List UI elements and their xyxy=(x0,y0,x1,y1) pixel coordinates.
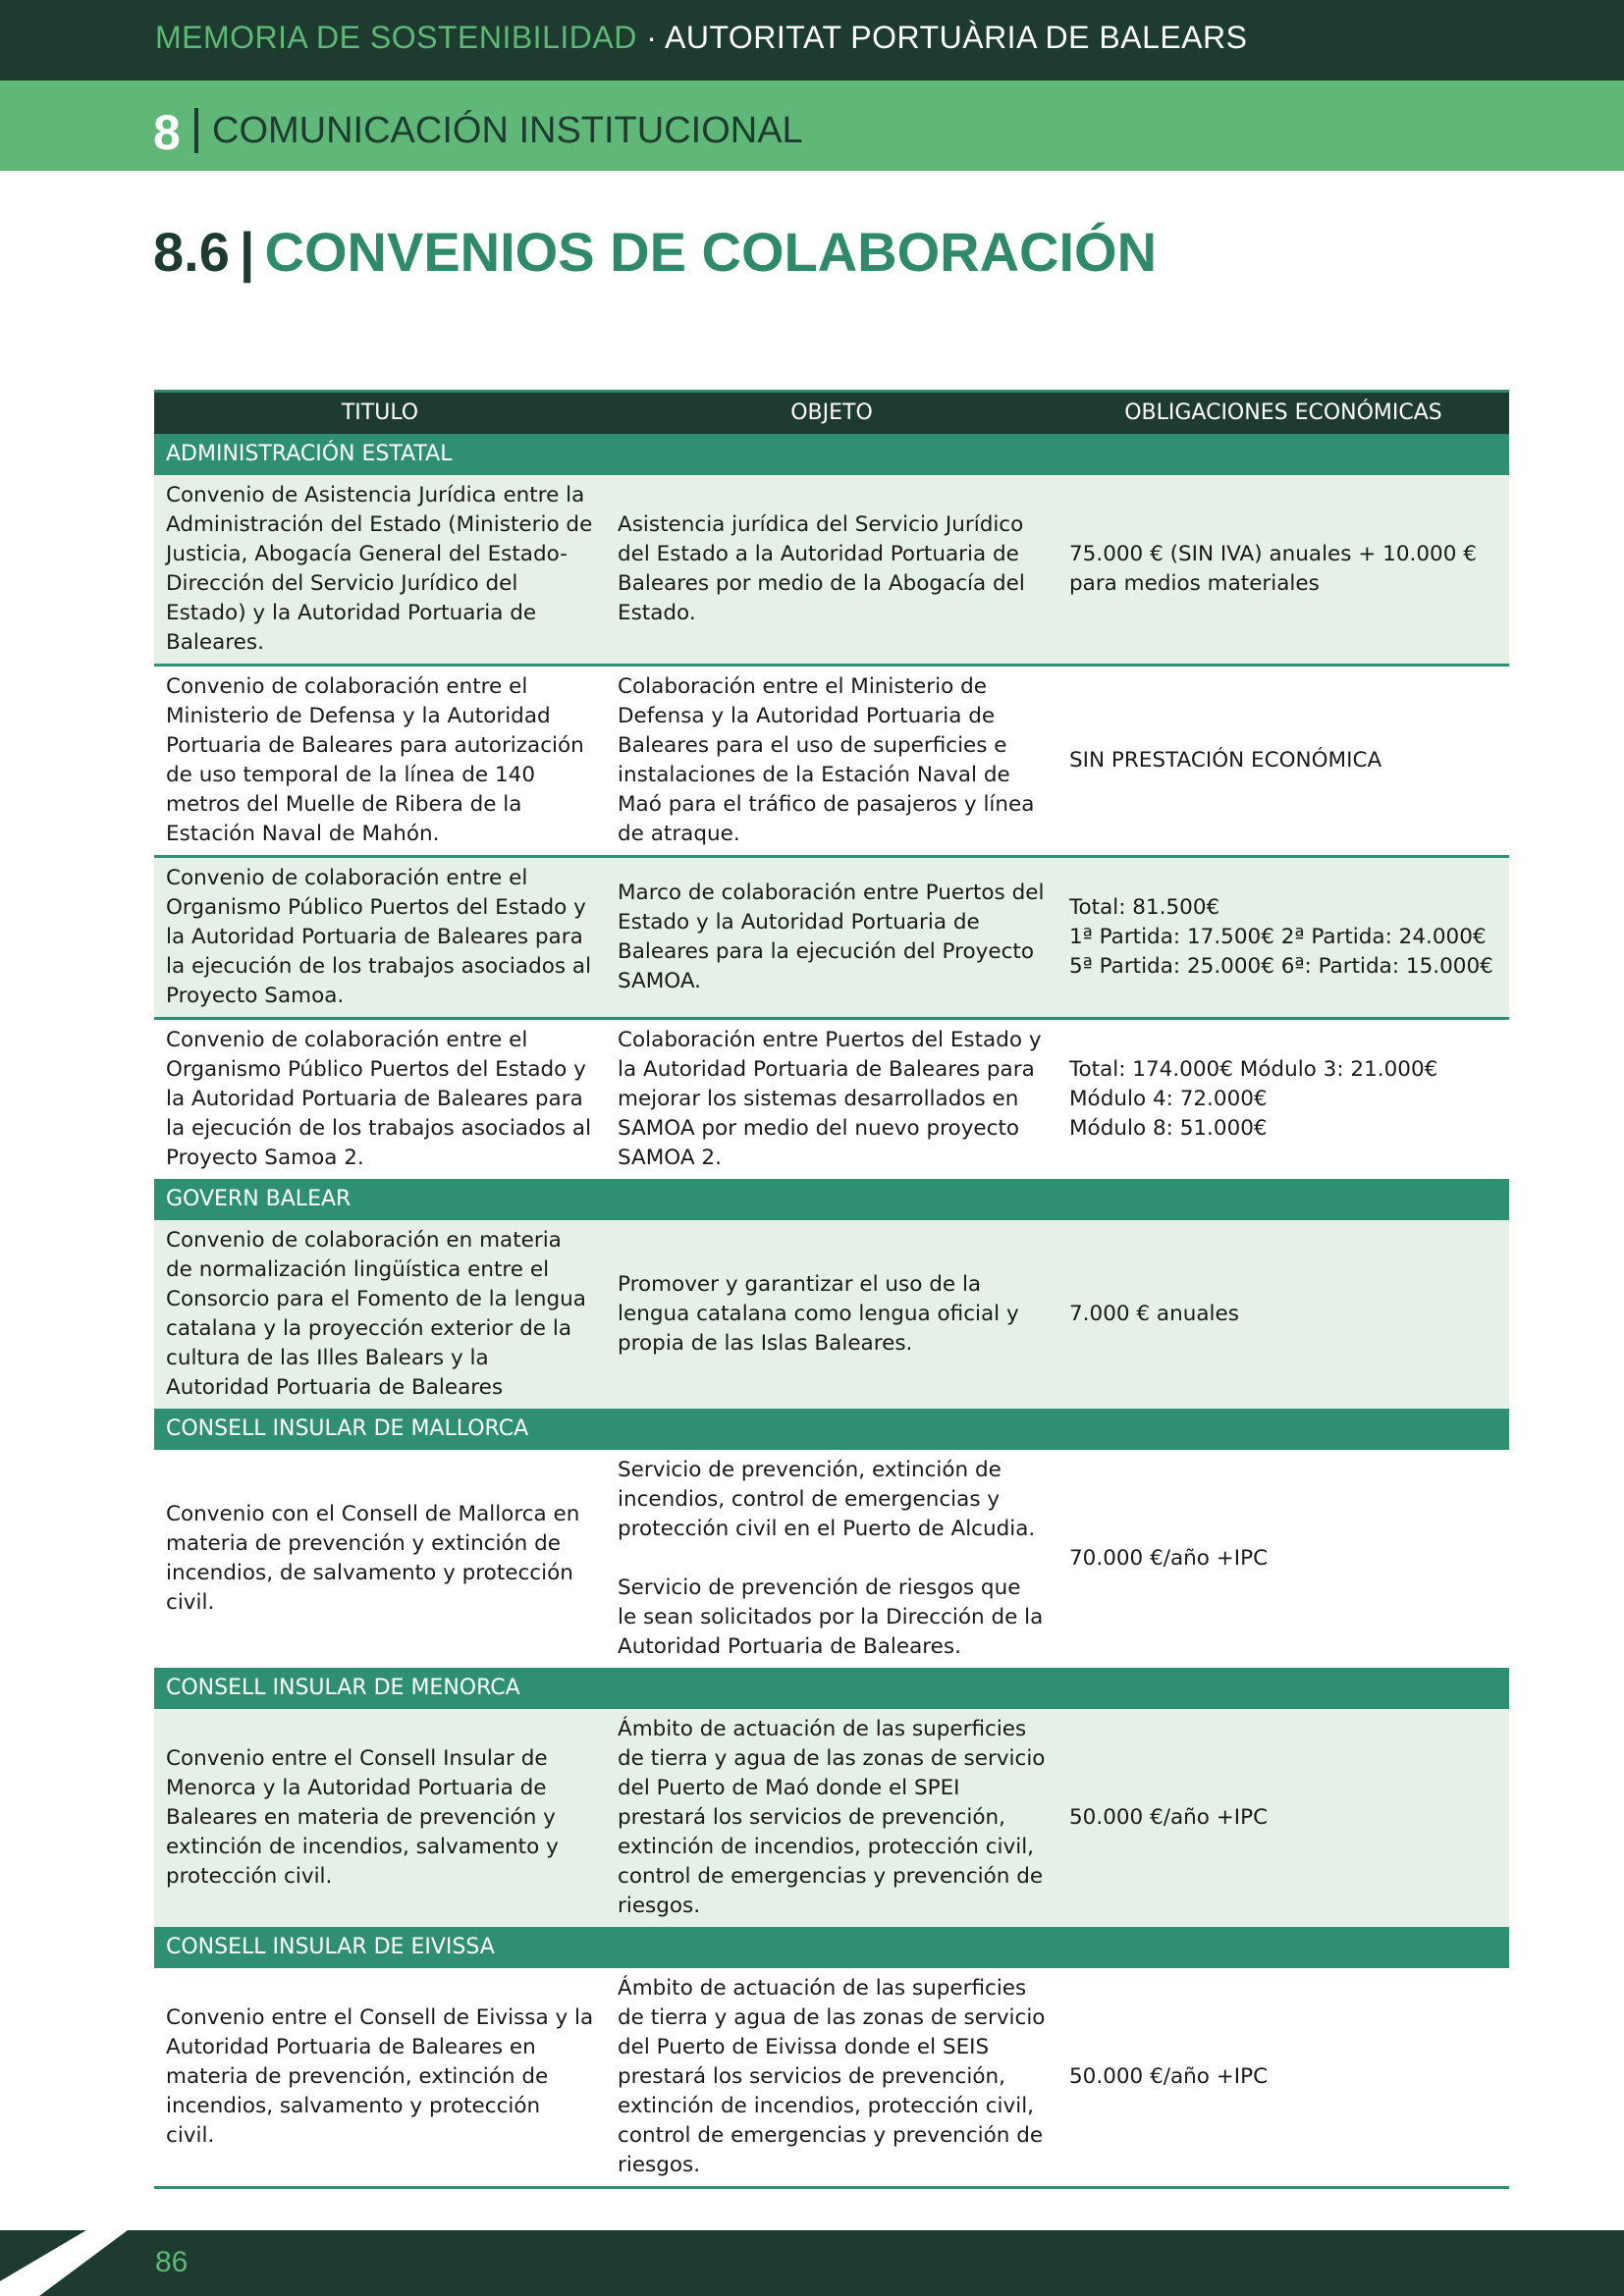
header-objeto: OBJETO xyxy=(606,392,1057,435)
cell-obligaciones: 7.000 € anuales xyxy=(1057,1220,1509,1409)
table-row xyxy=(154,1968,1509,2188)
table-row xyxy=(154,666,1509,857)
category-row xyxy=(154,1409,1509,1450)
category-label: CONSELL INSULAR DE MENORCA xyxy=(154,1668,1509,1709)
cell-objeto: Ámbito de actuación de las superficies de tierra y agua de las zonas de servicio del Puerto de Eivissa donde el SEIS prestará los servicios de prevención, extinción de incendios, protección civil, control de emergencias y prevención de riesgos. xyxy=(606,1968,1057,2188)
agreements-table xyxy=(154,390,1509,2189)
cell-titulo: Convenio de colaboración entre el Organismo Público Puertos del Estado y la Autoridad Portuaria de Baleares para la ejecución de los trabajos asociados al Proyecto Samoa 2. xyxy=(166,1028,592,1170)
cell-obligaciones: 50.000 €/año +IPC xyxy=(1057,1709,1509,1927)
chapter-title: COMUNICACIÓN INSTITUCIONAL xyxy=(212,110,803,151)
cell-titulo: Convenio de Asistencia Jurídica entre la Administración del Estado (Ministerio de Justicia, Abogacía General del Estado-Dirección del Servicio Jurídico del Estado) y la Autoridad Portuaria de Baleares. xyxy=(154,475,606,666)
header-obligaciones: OBLIGACIONES ECONÓMICAS xyxy=(1057,392,1509,435)
category-row xyxy=(154,1927,1509,1968)
cell-obligaciones: Total: 81.500€ 1ª Partida: 17.500€ 2ª Partida: 24.000€ 5ª Partida: 25.000€ 6ª: Partida: 15.000€ xyxy=(1057,857,1509,1019)
table-row xyxy=(154,1709,1509,1927)
category-label: GOVERN BALEAR xyxy=(154,1179,1509,1220)
cell-objeto: Marco de colaboración entre Puertos del Estado y la Autoridad Portuaria de Baleares para la ejecución del Proyecto SAMOA. xyxy=(606,857,1057,1019)
table-row xyxy=(154,1450,1509,1668)
cell-titulo: Convenio de colaboración entre el Ministerio de Defensa y la Autoridad Portuaria de Baleares para autorización de uso temporal de la línea de 140 metros del Muelle de Ribera de la Estación Naval de Mahón. xyxy=(154,666,606,857)
report-header xyxy=(155,20,1248,56)
cell-obligaciones: 50.000 €/año +IPC xyxy=(1057,1968,1509,2188)
cell-objeto: Colaboración entre el Ministerio de Defensa y la Autoridad Portuaria de Baleares para el uso de superficies e instalaciones de la Estación Naval de Maó para el tráfico de pasajeros y línea de atraque. xyxy=(606,666,1057,857)
cell-objeto: Colaboración entre Puertos del Estado y la Autoridad Portuaria de Baleares para mejorar los sistemas desarrollados en SAMOA por medio del nuevo proyecto SAMOA 2. xyxy=(618,1028,1042,1170)
section-number: 8.6 xyxy=(153,221,230,283)
cell-titulo: Convenio con el Consell de Mallorca en materia de prevención y extinción de incendios, de salvamento y protección civil. xyxy=(166,1502,580,1615)
cell-obligaciones: 70.000 €/año +IPC xyxy=(1069,1546,1269,1571)
category-row xyxy=(154,1179,1509,1220)
category-row xyxy=(154,434,1509,475)
header-separator: · xyxy=(636,20,665,55)
cell-titulo: Convenio de colaboración en materia de normalización lingüística entre el Consorcio para el Fomento de la lengua catalana y la proyección exterior de la cultura de las Illes Balears y la Autoridad Portuaria de Baleares xyxy=(154,1220,606,1409)
cell-titulo: Convenio entre el Consell Insular de Menorca y la Autoridad Portuaria de Baleares en materia de prevención y extinción de incendios, salvamento y protección civil. xyxy=(154,1709,606,1927)
organization-name: AUTORITAT PORTUÀRIA DE BALEARS xyxy=(664,20,1248,55)
section-divider: | xyxy=(239,221,255,283)
table-row xyxy=(154,1220,1509,1409)
cell-objeto: Asistencia jurídica del Servicio Jurídico del Estado a la Autoridad Portuaria de Baleares por medio de la Abogacía del Estado. xyxy=(606,475,1057,666)
category-label: ADMINISTRACIÓN ESTATAL xyxy=(154,434,1509,475)
footer-stripe-decoration xyxy=(0,2230,128,2296)
page-number: 86 xyxy=(155,2246,189,2278)
report-name: MEMORIA DE SOSTENIBILIDAD xyxy=(155,20,637,55)
cell-obligaciones: SIN PRESTACIÓN ECONÓMICA xyxy=(1057,666,1509,857)
cell-objeto: Servicio de prevención, extinción de incendios, control de emergencias y protección civil en el Puerto de Alcudia. Servicio de prevención de riesgos que le sean solicitados por la Dirección de la Autoridad Portuaria de Baleares. xyxy=(618,1458,1044,1659)
footer-bar xyxy=(0,2230,1624,2296)
table-header-row xyxy=(154,392,1509,435)
cell-titulo: Convenio entre el Consell de Eivissa y la Autoridad Portuaria de Baleares en materia de prevención, extinción de incendios, salvamento y protección civil. xyxy=(154,1968,606,2188)
category-label: CONSELL INSULAR DE MALLORCA xyxy=(154,1409,1509,1450)
cell-titulo: Convenio de colaboración entre el Organismo Público Puertos del Estado y la Autoridad Portuaria de Baleares para la ejecución de los trabajos asociados al Proyecto Samoa. xyxy=(154,857,606,1019)
section-title: CONVENIOS DE COLABORACIÓN xyxy=(264,221,1158,283)
cell-obligaciones: 75.000 € (SIN IVA) anuales + 10.000 € para medios materiales xyxy=(1057,475,1509,666)
chapter-number: 8 xyxy=(153,105,181,160)
header-titulo: TITULO xyxy=(154,392,606,435)
category-row xyxy=(154,1668,1509,1709)
table-row xyxy=(154,475,1509,666)
chapter-divider xyxy=(194,108,198,153)
cell-objeto: Promover y garantizar el uso de la lengua catalana como lengua oficial y propia de las Islas Baleares. xyxy=(606,1220,1057,1409)
table-row xyxy=(154,1019,1509,1180)
cell-obligaciones: Total: 174.000€ Módulo 3: 21.000€ Módulo 4: 72.000€ Módulo 8: 51.000€ xyxy=(1069,1057,1438,1141)
category-label: CONSELL INSULAR DE EIVISSA xyxy=(154,1927,1509,1968)
table-row xyxy=(154,857,1509,1019)
section-heading xyxy=(153,220,1157,284)
cell-objeto: Ámbito de actuación de las superficies de tierra y agua de las zonas de servicio del Puerto de Maó donde el SPEI prestará los servicios de prevención, extinción de incendios, protección civil, control de emergencias y prevención de riesgos. xyxy=(606,1709,1057,1927)
